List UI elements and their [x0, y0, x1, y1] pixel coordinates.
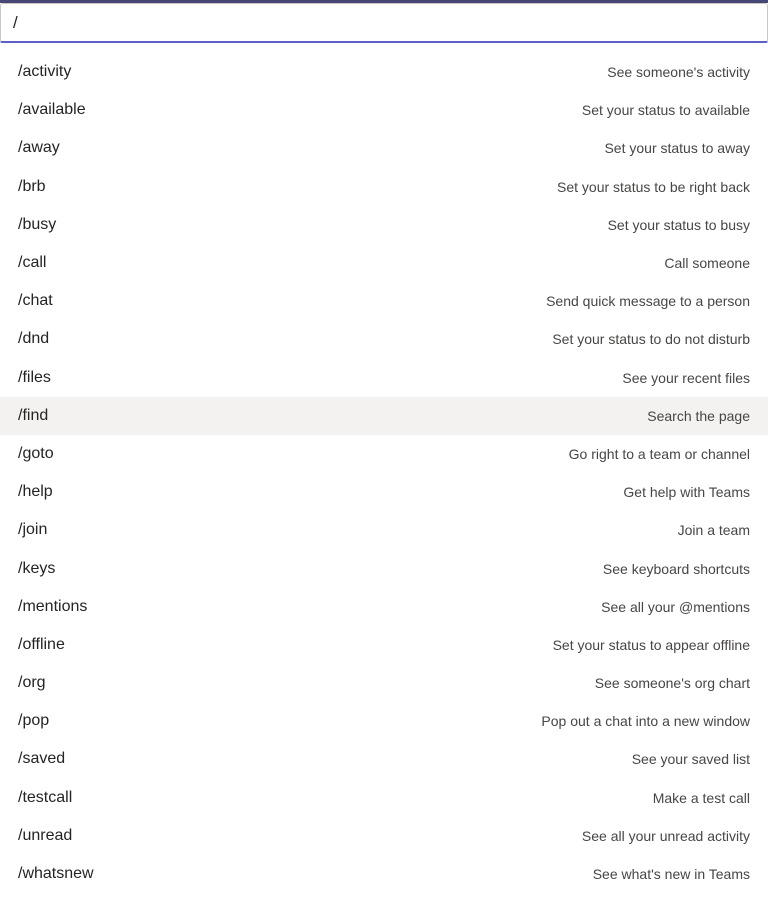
- command-item-testcall[interactable]: [0, 779, 768, 817]
- command-description: See all your unread activity: [581, 827, 750, 844]
- command-description: Set your status to be right back: [557, 178, 750, 195]
- command-item-pop[interactable]: [0, 702, 768, 740]
- command-name: /whatsnew: [18, 865, 94, 883]
- command-name: /unread: [18, 826, 73, 844]
- command-name: /saved: [18, 750, 66, 768]
- command-box[interactable]: [0, 3, 768, 43]
- command-description: Join a team: [677, 522, 750, 539]
- command-item-find[interactable]: [0, 397, 768, 435]
- command-name: /testcall: [18, 788, 73, 806]
- command-description: Get help with Teams: [623, 484, 750, 501]
- command-item-keys[interactable]: [0, 549, 768, 587]
- command-description: See your saved list: [631, 751, 750, 768]
- command-item-offline[interactable]: [0, 626, 768, 664]
- command-item-activity[interactable]: [0, 53, 768, 91]
- command-description: Search the page: [647, 407, 750, 424]
- command-item-unread[interactable]: [0, 817, 768, 855]
- command-name: /brb: [18, 177, 46, 195]
- command-name: /pop: [18, 712, 50, 730]
- command-item-busy[interactable]: [0, 206, 768, 244]
- command-name: /dnd: [18, 330, 50, 348]
- command-name: /chat: [18, 292, 53, 310]
- command-description: Set your status to available: [581, 102, 750, 119]
- command-item-help[interactable]: [0, 473, 768, 511]
- command-item-goto[interactable]: [0, 435, 768, 473]
- command-item-files[interactable]: [0, 359, 768, 397]
- command-name: /call: [18, 254, 47, 272]
- command-description: See keyboard shortcuts: [602, 560, 750, 577]
- command-name: /help: [18, 483, 53, 501]
- command-input[interactable]: [13, 10, 753, 36]
- command-name: /available: [18, 101, 86, 119]
- command-item-saved[interactable]: [0, 740, 768, 778]
- command-item-whatsnew[interactable]: [0, 855, 768, 893]
- command-description: See all your @mentions: [601, 598, 750, 615]
- command-description: Make a test call: [652, 789, 750, 806]
- command-name: /keys: [18, 559, 56, 577]
- command-item-dnd[interactable]: [0, 320, 768, 358]
- command-name: /away: [18, 139, 60, 157]
- command-item-call[interactable]: [0, 244, 768, 282]
- command-description: Go right to a team or channel: [568, 445, 750, 462]
- command-name: /files: [18, 368, 51, 386]
- command-item-away[interactable]: [0, 129, 768, 167]
- command-name: /find: [18, 406, 49, 424]
- command-name: /activity: [18, 63, 72, 81]
- command-name: /org: [18, 674, 46, 692]
- command-description: Send quick message to a person: [546, 293, 750, 310]
- command-name: /offline: [18, 635, 65, 653]
- command-description: Set your status to appear offline: [552, 636, 750, 653]
- command-item-org[interactable]: [0, 664, 768, 702]
- command-description: Pop out a chat into a new window: [541, 713, 750, 730]
- command-description: Set your status to away: [604, 140, 750, 157]
- command-item-mentions[interactable]: [0, 588, 768, 626]
- command-description: Set your status to busy: [607, 216, 750, 233]
- command-name: /goto: [18, 444, 54, 462]
- command-suggestion-list: [0, 53, 768, 893]
- command-item-brb[interactable]: [0, 168, 768, 206]
- command-name: /mentions: [18, 597, 88, 615]
- command-item-join[interactable]: [0, 511, 768, 549]
- command-item-available[interactable]: [0, 91, 768, 129]
- command-description: Set your status to do not disturb: [552, 331, 750, 348]
- command-name: /join: [18, 521, 48, 539]
- command-description: See your recent files: [622, 369, 750, 386]
- command-description: See someone's org chart: [594, 675, 750, 692]
- command-item-chat[interactable]: [0, 282, 768, 320]
- command-description: See someone's activity: [607, 64, 750, 81]
- command-description: See what's new in Teams: [592, 866, 750, 883]
- command-name: /busy: [18, 215, 57, 233]
- command-description: Call someone: [664, 255, 750, 272]
